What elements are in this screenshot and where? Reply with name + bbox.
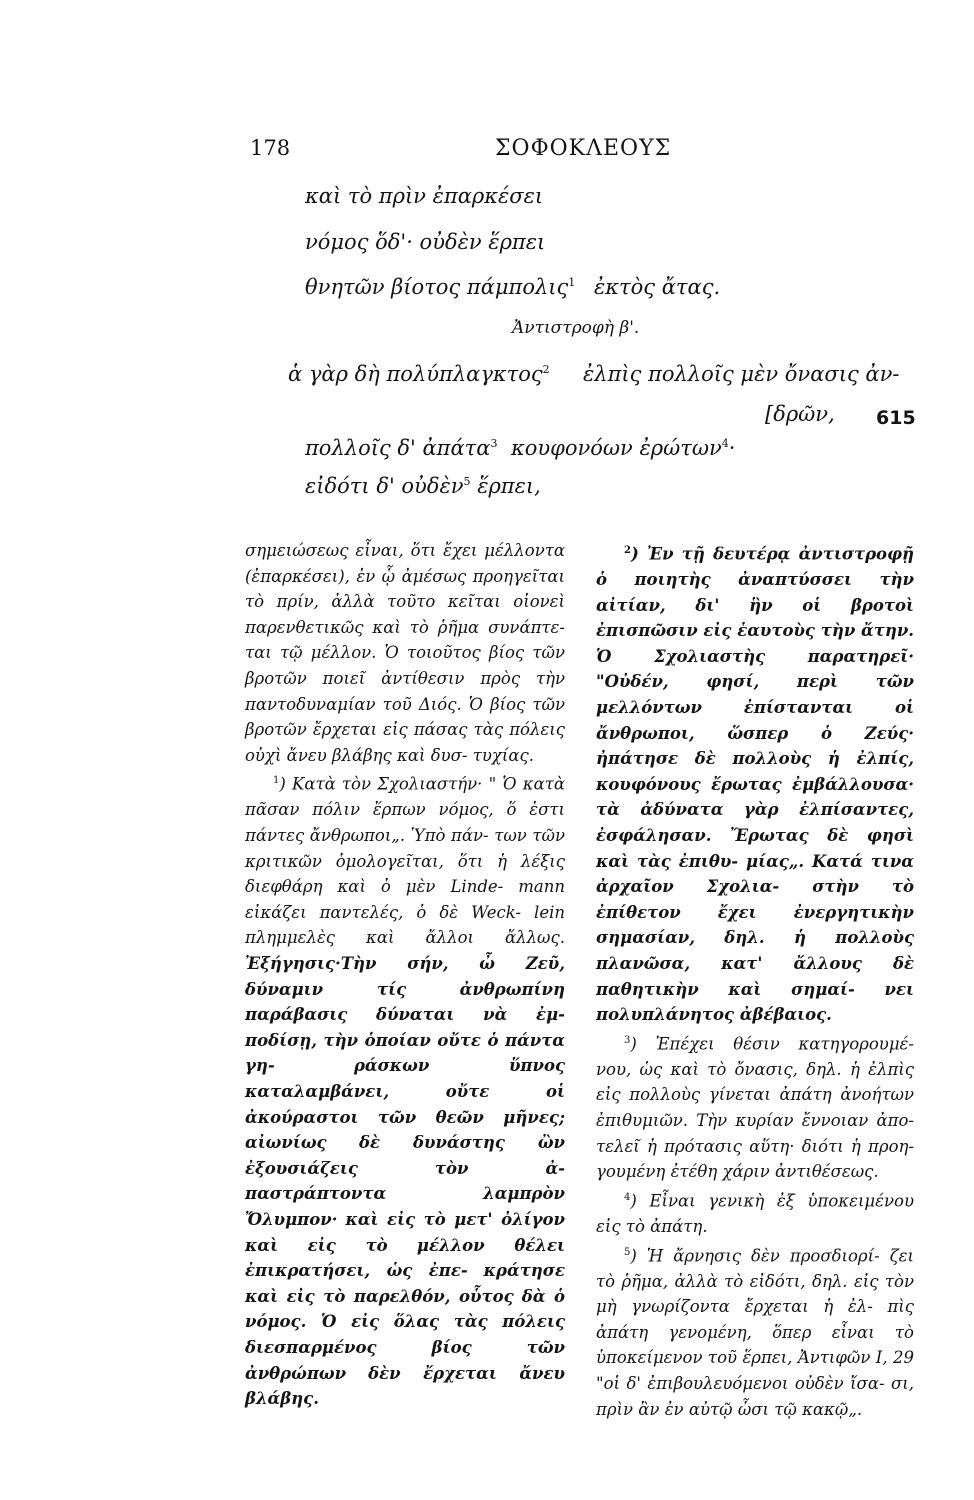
footnote-mark: 1 — [273, 775, 280, 787]
footnote-mark: 5 — [624, 1246, 631, 1258]
verse-line — [511, 436, 735, 460]
verse-line — [288, 362, 550, 386]
footnote-mark: 4 — [721, 437, 729, 450]
footnote-mark: 1 — [568, 276, 576, 289]
verse-text: ἕρπει, — [477, 474, 541, 498]
footnote-mark: 2 — [624, 545, 631, 556]
line-number: 615 — [876, 407, 916, 429]
commentary-left-column — [245, 538, 565, 1412]
page-number: 178 — [250, 136, 291, 160]
footnote-mark: 3 — [624, 1034, 631, 1046]
verse-punct: · — [728, 436, 736, 460]
verse-line: καὶ τὸ πρὶν ἐπαρκέσει — [305, 184, 544, 208]
verse-line: νόμος ὅδ'· οὐδὲν ἕρπει — [305, 230, 546, 254]
verse-text: κουφονόων ἐρώτων — [511, 436, 722, 460]
running-title: ΣΟΦΟΚΛΕΟΥΣ — [495, 136, 672, 161]
verse-text: πολλοῖς δ' ἀπάτα — [305, 436, 491, 460]
verse-line: ἐκτὸς ἄτας. — [594, 275, 721, 299]
footnote-5: $^5$) Ἡ ἄρνησις δὲν προσδιορί- ζει τὸ ῥῆμα, ἀλλὰ τὸ εἰδότι, δηλ. εἰς τὸν μὴ γνωρίζοντα ἔρχεται ἡ ἐλ- πὶς ἀπάτη γενομένη, ὅπερ εἶναι τὸ ὑποκείμενον τοῦ ἕρπει, Ἀντιφῶν I, 29 "οἱ δ' ἐπιβουλευόμενοι οὐδὲν ἴσα- σι, πρὶν ἂν ἐν αὐτῷ ὦσι τῷ κακῷ„. — [596, 1246, 915, 1419]
verse-line: ἐλπὶς πολλοῖς μὲν ὄνασις ἀν- — [583, 362, 900, 386]
footnote-1: $^1$) Κατὰ τὸν Σχολιαστήν· " Ὁ κατὰ πᾶσαν πόλιν ἕρπων νόμος, ὅ ἐστι πάντες ἄνθρωποι„. Ὑπὸ πάν- των τῶν κριτικῶν ὁμολογεῖται, ὅτι ἡ λέξις διεφθάρη καὶ ὁ μὲν Linde- mann εἰκάζει παντελές, ὁ δὲ Weck- lein πλημμελὲς καὶ ἄλλοι ἄλλως. Ἐξήγησις·Τὴν σήν, ὦ Ζεῦ, δύναμιν τίς ἀνθρωπίνη παράβασις δύναται νὰ ἐμ- ποδίσῃ, τὴν ὁποίαν οὔτε ὁ πάντα γη- ράσκων ὕπνος καταλαμβάνει, οὔτε οἱ ἀκούραστοι τῶν θεῶν μῆνες; αἰωνίως δὲ δυνάστης ὢν ἐξουσιάζεις τὸν ἀ- παστράπτοντα λαμπρὸν Ὄλυμπον· καὶ εἰς τὸ μετ' ὀλίγον καὶ εἰς τὸ μέλλον θέλει ἐπικρατήσει, ὡς ἐπε- κράτησε καὶ εἰς τὸ παρελθόν, οὗτος δὰ ὁ νόμος. Ὁ εἰς ὅλας τὰς πόλεις διεσπαρμένος βίος τῶν ἀνθρώπων δὲν ἔρχεται ἄνευ βλάβης. — [245, 774, 566, 1409]
footnote-mark: 3 — [490, 437, 498, 450]
footnote-2: $^2$) Ἐν τῇ δευτέρᾳ ἀντιστροφῇ ὁ ποιητὴς ἀναπτύσσει τὴν αἰτίαν, δι' ἣν οἱ βροτοὶ ἐπισπῶσιν εἰς ἑαυτοὺς τὴν ἄτην. Ὁ Σχολιαστὴς παρατηρεῖ· "Οὐδέν, φησί, περὶ τῶν μελλόντων ἐπίστανται οἱ ἄνθρωποι, ὥσπερ ὁ Ζεύς· ἠπάτησε δὲ πολλοὺς ἡ ἐλπίς, κουφόνους ἔρωτας ἐμβάλλουσα· τὰ ἀδύνατα γὰρ ἐλπίσαντες, ἐσφάλησαν. Ἔρωτας δὲ φησὶ καὶ τὰς ἐπιθυ- μίας„. Κατά τινα ἀρχαῖον Σχολια- στὴν τὸ ἐπίθετον ἔχει ἐνεργητικὴν σημασίαν, δηλ. ἡ πολλοὺς πλανῶσα, κατ' ἄλλους δὲ παθητικὴν καὶ σημαί- νει πολυπλάνητος ἀβέβαιος. — [596, 544, 915, 1025]
commentary-right-column — [596, 538, 914, 1422]
page-header — [250, 136, 930, 176]
verse-continuation: [δρῶν, — [765, 402, 835, 426]
footnote-4: $^4$) Εἶναι γενικὴ ἐξ ὑποκειμένου εἰς τὸ ἀπάτη. — [596, 1191, 914, 1236]
footnote-mark: 4 — [624, 1191, 631, 1203]
footnote-3: $^3$) Ἐπέχει θέσιν κατηγορουμέ- νου, ὡς καὶ τὸ ὄνασις, δηλ. ἡ ἐλπὶς εἰς πολλοὺς γίνεται ἀπάτη ἀνοήτων ἐπιθυμιῶν. Τὴν κυρίαν ἔννοιαν ἀπο- τελεῖ ἡ πρότασις αὕτη· διότι ἡ προη- γουμένη ἐτέθη χάριν ἀντιθέσεως. — [596, 1034, 914, 1182]
verse-text: θνητῶν βίοτος πάμπολις — [305, 275, 569, 299]
explanation-label: Ἐξήγησις· — [245, 954, 341, 973]
footnote-mark: 5 — [463, 475, 471, 488]
verse-line — [305, 474, 541, 498]
verse-text: εἰδότι δ' οὐδὲν — [305, 474, 464, 498]
footnote-mark: 2 — [542, 363, 550, 376]
verse-line — [305, 436, 497, 460]
verse-text: ἁ γὰρ δὴ πολύπλαγκτος — [288, 362, 543, 386]
verse-line — [305, 275, 575, 299]
note-paragraph: σημειώσεως εἶναι, ὅτι ἔχει μέλλοντα (ἐπαρκέσει), ἐν ᾧ ἀμέσως προηγεῖται τὸ πρίν, ἀλλὰ τοῦτο κεῖται οἱονεὶ παρενθετικῶς καὶ τὸ ῥῆμα συνάπτε- ται τῷ μέλλον. Ὁ τοιοῦτος βίος τῶν βροτῶν ποιεῖ ἀντίθεσιν πρὸς τὴν παντοδυναμίαν τοῦ Διός. Ὁ βίος τῶν βροτῶν ἔρχεται εἰς πάσας τὰς πόλεις οὐχὶ ἄνευ βλάβης καὶ δυσ- τυχίας. — [245, 541, 565, 765]
section-heading: Ἀντιστροφὴ β'. — [512, 318, 640, 338]
